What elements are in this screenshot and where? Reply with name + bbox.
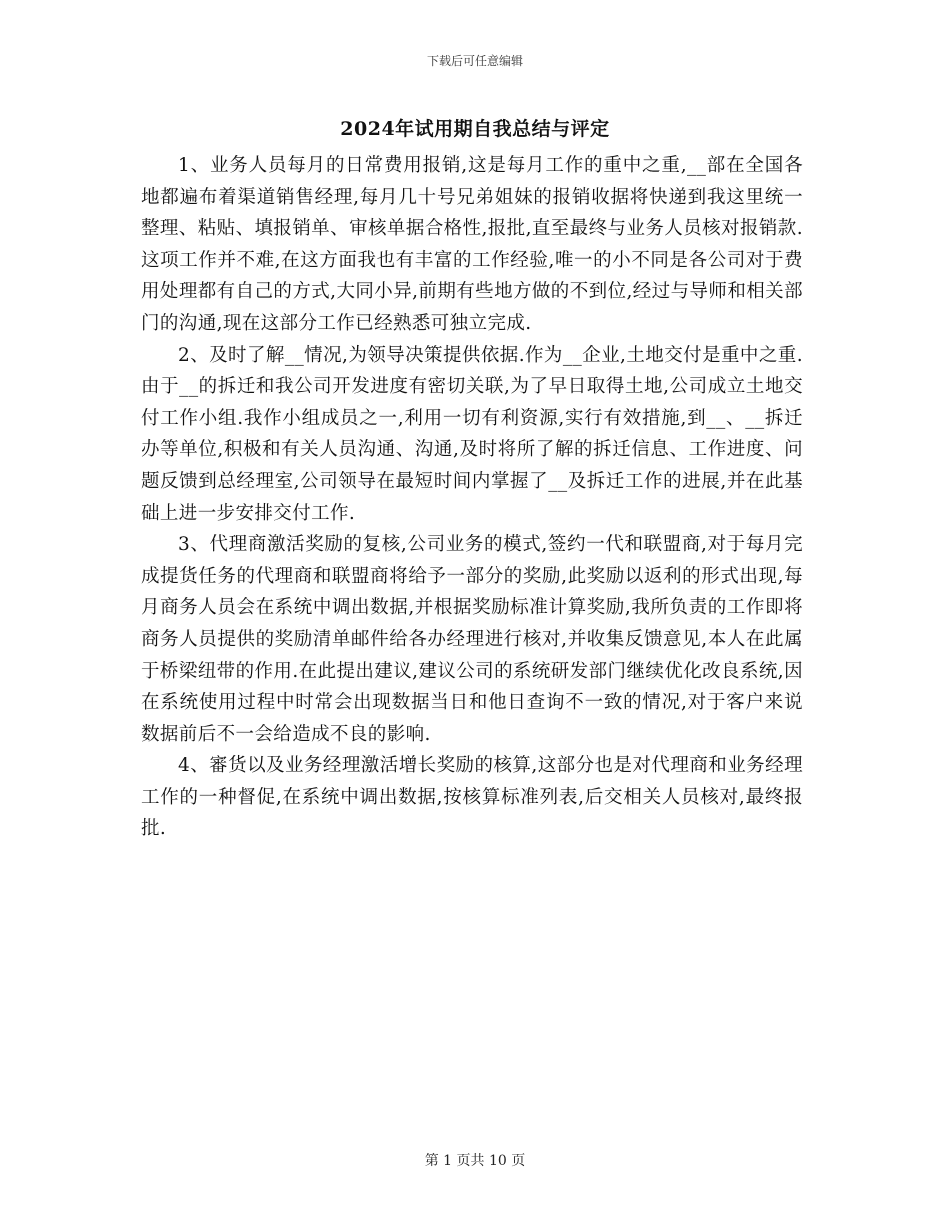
paragraph-4: 4、審货以及业务经理激活增长奖励的核算,这部分也是对代理商和业务经理工作的一种督促,在系统中调出数据,按核算标准列表,后交相关人员核对,最终报批. <box>141 755 803 840</box>
document-body <box>141 150 803 845</box>
paragraph-2: 2、及时了解__情况,为领导决策提供依据.作为__企业,土地交付是重中之重.由于__的拆迁和我公司开发进度有密切关联,为了早日取得土地,公司成立土地交付工作小组.我作小组成员之一,利用一切有利资源,实行有效措施,到__、__拆迁办等单位,积极和有关人员沟通、沟通,及时将所了解的拆迁信息、工作进度、问题反馈到总经理室,公司领导在最短时间内掌握了__及拆迁工作的进展,并在此基础上进一步安排交付工作. <box>141 344 803 524</box>
paragraph-3: 3、代理商激活奖励的复核,公司业务的模式,签约一代和联盟商,对于每月完成提货任务的代理商和联盟商将给予一部分的奖励,此奖励以返利的形式出现,每月商务人员会在系统中调出数据,并根据奖励标准计算奖励,我所负责的工作即将商务人员提供的奖励清单邮件给各办经理进行核对,并收集反馈意见,本人在此属于桥梁纽带的作用.在此提出建议,建议公司的系统研发部门继续优化改良系统,因在系统使用过程中时常会出现数据当日和他日查询不一致的情况,对于客户来说数据前后不一会给造成不良的影响. <box>141 534 803 745</box>
page-number: 第 1 页共 10 页 <box>424 1153 526 1169</box>
header-note: 下载后可任意编辑 <box>426 54 523 68</box>
document-title: 2024年试用期自我总结与评定 <box>340 118 610 140</box>
paragraph-1: 1、业务人员每月的日常费用报销,这是每月工作的重中之重,__部在全国各地都遍布着渠道销售经理,每月几十号兄弟姐妹的报销收据将快递到我这里统一整理、粘贴、填报销单、审核单据合格性,报批,直至最终与业务人员核对报销款.这项工作并不难,在这方面我也有丰富的工作经验,唯一的小不同是各公司对于费用处理都有自己的方式,大同小异,前期有些地方做的不到位,经过与导师和相关部门的沟通,现在这部分工作已经熟悉可独立完成. <box>141 155 803 334</box>
